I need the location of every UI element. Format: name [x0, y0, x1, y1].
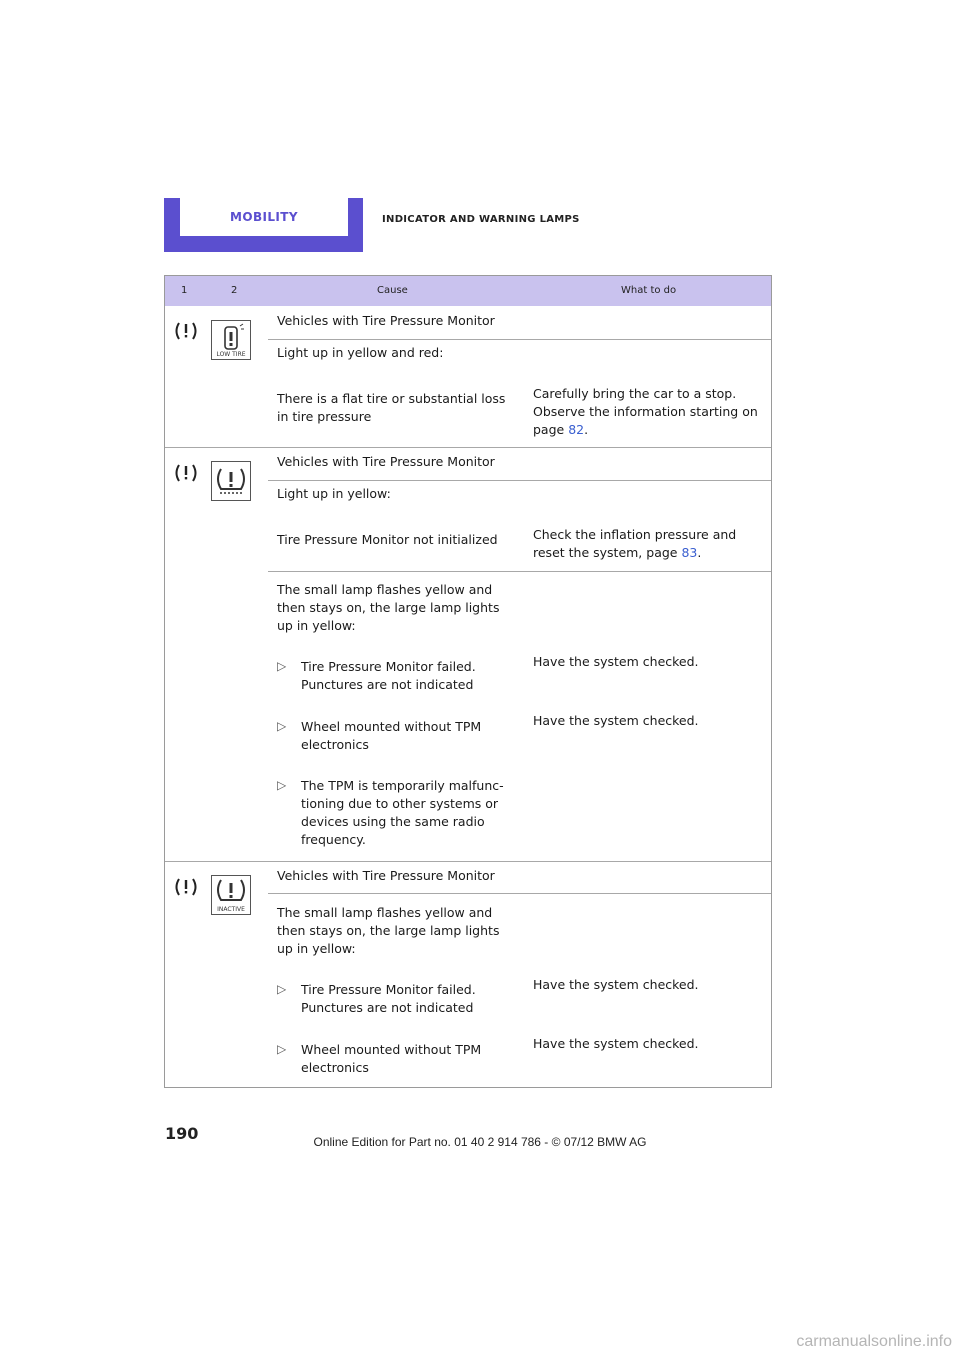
- tire-warning-small-icon: [173, 321, 199, 341]
- inactive-label: INACTIVE: [217, 906, 245, 913]
- row3-bullet2-action: Have the system checked.: [533, 1036, 699, 1051]
- divider: [268, 339, 771, 340]
- row1-heading: Vehicles with Tire Pressure Monitor: [277, 313, 495, 328]
- page-link-83[interactable]: 83: [681, 545, 698, 560]
- divider: [268, 893, 771, 894]
- row3-flash-intro: The small lamp flashes yellow and then stays on, the large lamp lights up in yellow:: [277, 905, 500, 956]
- page-number: 190: [165, 1124, 199, 1143]
- bullet-arrow: ▷: [277, 778, 287, 792]
- indicator-table: [164, 275, 772, 1088]
- footer-edition: Online Edition for Part no. 01 40 2 914 786 - © 07/12 BMW AG: [313, 1135, 647, 1149]
- page-link-82[interactable]: 82: [568, 422, 585, 437]
- tire-pressure-warning-icon: [211, 461, 251, 501]
- low-tire-icon: [211, 320, 251, 360]
- row1-cause: There is a flat tire or substantial loss in tire pressure: [277, 391, 506, 424]
- low-tire-label: LOW TIRE: [216, 351, 246, 358]
- tpm-inactive-icon: [211, 875, 251, 915]
- row2-light-state: Light up in yellow:: [277, 486, 391, 501]
- row3-bullet1-action: Have the system checked.: [533, 977, 699, 992]
- tire-warning-small-icon: [173, 877, 199, 897]
- col-header-1: 1: [181, 285, 188, 296]
- row2-bullet1-action: Have the system checked.: [533, 654, 699, 669]
- row2-action: Check the inflation pressure and reset the system, page 83.: [533, 527, 737, 560]
- divider: [268, 571, 771, 572]
- divider: [268, 480, 771, 481]
- row-divider: [165, 861, 771, 862]
- bullet-arrow: ▷: [277, 1042, 287, 1056]
- col-header-2: 2: [231, 285, 238, 296]
- row2-heading: Vehicles with Tire Pressure Monitor: [277, 454, 495, 469]
- col-header-action: What to do: [621, 285, 677, 296]
- row2-bullet3: The TPM is temporarily malfunc-tioning due to other systems or devices using the same radio frequency.: [301, 778, 504, 847]
- tire-warning-small-icon: [173, 463, 199, 483]
- bullet-arrow: ▷: [277, 719, 287, 733]
- row1-light-state: Light up in yellow and red:: [277, 345, 444, 360]
- row2-cause: Tire Pressure Monitor not initialized: [277, 532, 498, 547]
- row3-bullet2: Wheel mounted without TPM electronics: [301, 1042, 482, 1075]
- row2-flash-intro: The small lamp flashes yellow and then stays on, the large lamp lights up in yellow:: [277, 582, 500, 633]
- row3-bullet1: Tire Pressure Monitor failed. Punctures are not indicated: [301, 982, 476, 1015]
- section-tab-label: MOBILITY: [180, 198, 348, 236]
- row1-action: Carefully bring the car to a stop. Observe the information starting on page 82.: [533, 386, 758, 437]
- row2-bullet1: Tire Pressure Monitor failed. Punctures are not indicated: [301, 659, 476, 692]
- bullet-arrow: ▷: [277, 982, 287, 996]
- watermark: carmanualsonline.info: [796, 1333, 952, 1350]
- section-tab: [164, 198, 363, 252]
- chapter-title: INDICATOR AND WARNING LAMPS: [382, 214, 580, 225]
- row2-bullet2: Wheel mounted without TPM electronics: [301, 719, 482, 752]
- bullet-arrow: ▷: [277, 659, 287, 673]
- row2-bullet2-action: Have the system checked.: [533, 713, 699, 728]
- col-header-cause: Cause: [377, 285, 408, 296]
- row3-heading: Vehicles with Tire Pressure Monitor: [277, 868, 495, 883]
- table-header: [165, 276, 771, 306]
- row-divider: [165, 447, 771, 448]
